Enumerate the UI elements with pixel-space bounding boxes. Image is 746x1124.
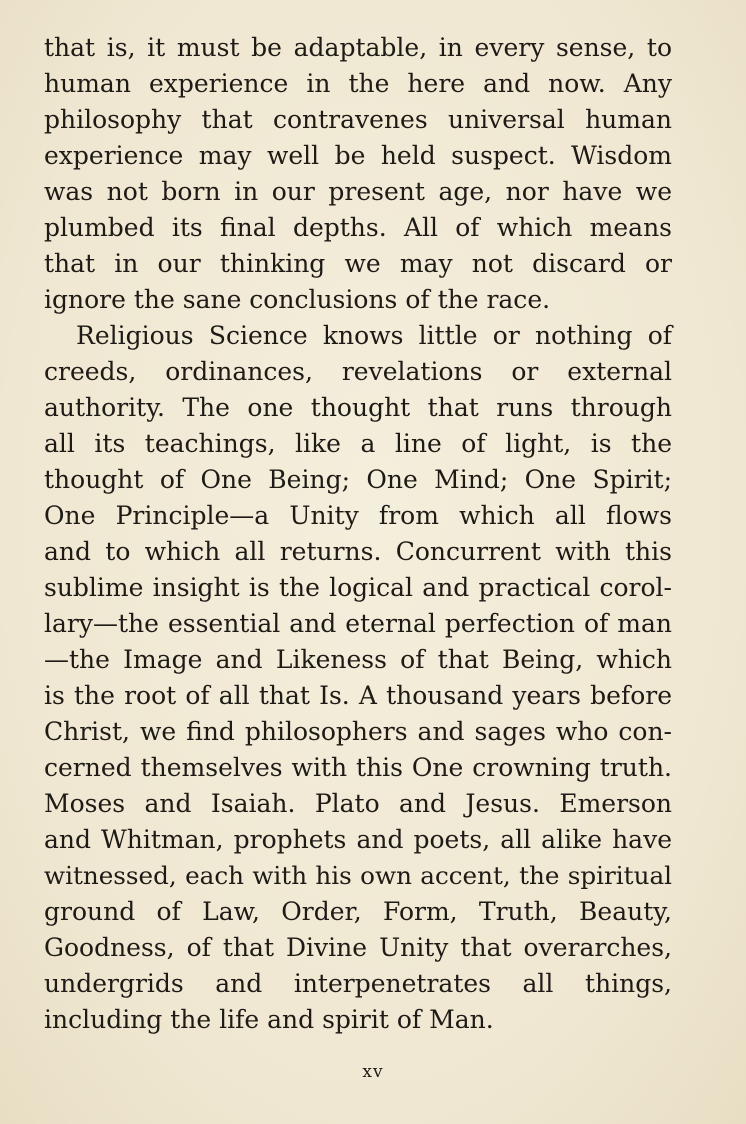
text-line: One Principle—a Unity from which all flows [44,501,672,530]
text-line: Moses and Isaiah. Plato and Jesus. Emerson [44,789,672,818]
text-line: Christ, we find philosophers and sages who con- [44,717,672,746]
text-line: —the Image and Likeness of that Being, which [44,645,672,674]
text-line: and to which all returns. Concurrent with this [44,537,672,566]
text-line: witnessed, each with his own accent, the spiritual [44,861,672,890]
page-number: xv [362,1062,384,1082]
text-line: and Whitman, prophets and poets, all alike have [44,825,672,854]
text-line: creeds, ordinances, revelations or external [44,357,672,386]
paragraph-1 [44,30,672,318]
text-line: Goodness, of that Divine Unity that overarches, [44,933,672,962]
text-line: that is, it must be adaptable, in every sense, to [44,33,672,62]
text-line: sublime insight is the logical and practical corol- [44,573,672,602]
text-line: lary—the essential and eternal perfection of man [44,609,672,638]
text-line: that in our thinking we may not discard or [44,249,672,278]
text-line: philosophy that contravenes universal human [44,105,672,134]
text-line: experience may well be held suspect. Wisdom [44,141,672,170]
text-line: authority. The one thought that runs through [44,393,672,422]
text-line: was not born in our present age, nor have we [44,177,672,206]
text-line: Religious Science knows little or nothing of [76,321,672,350]
text-line: all its teachings, like a line of light, is the [44,429,672,458]
body-text [44,30,672,1038]
text-line: thought of One Being; One Mind; One Spirit; [44,465,672,494]
paragraph-2 [44,318,672,1038]
text-line: ground of Law, Order, Form, Truth, Beauty, [44,897,672,926]
text-line: cerned themselves with this One crowning truth. [44,753,672,782]
text-line: undergrids and interpenetrates all things, [44,969,672,998]
text-line: is the root of all that Is. A thousand years before [44,681,672,710]
text-line: ignore the sane conclusions of the race. [44,285,551,314]
text-line: human experience in the here and now. Any [44,69,672,98]
text-line: including the life and spirit of Man. [44,1005,494,1034]
text-line: plumbed its final depths. All of which means [44,213,672,242]
